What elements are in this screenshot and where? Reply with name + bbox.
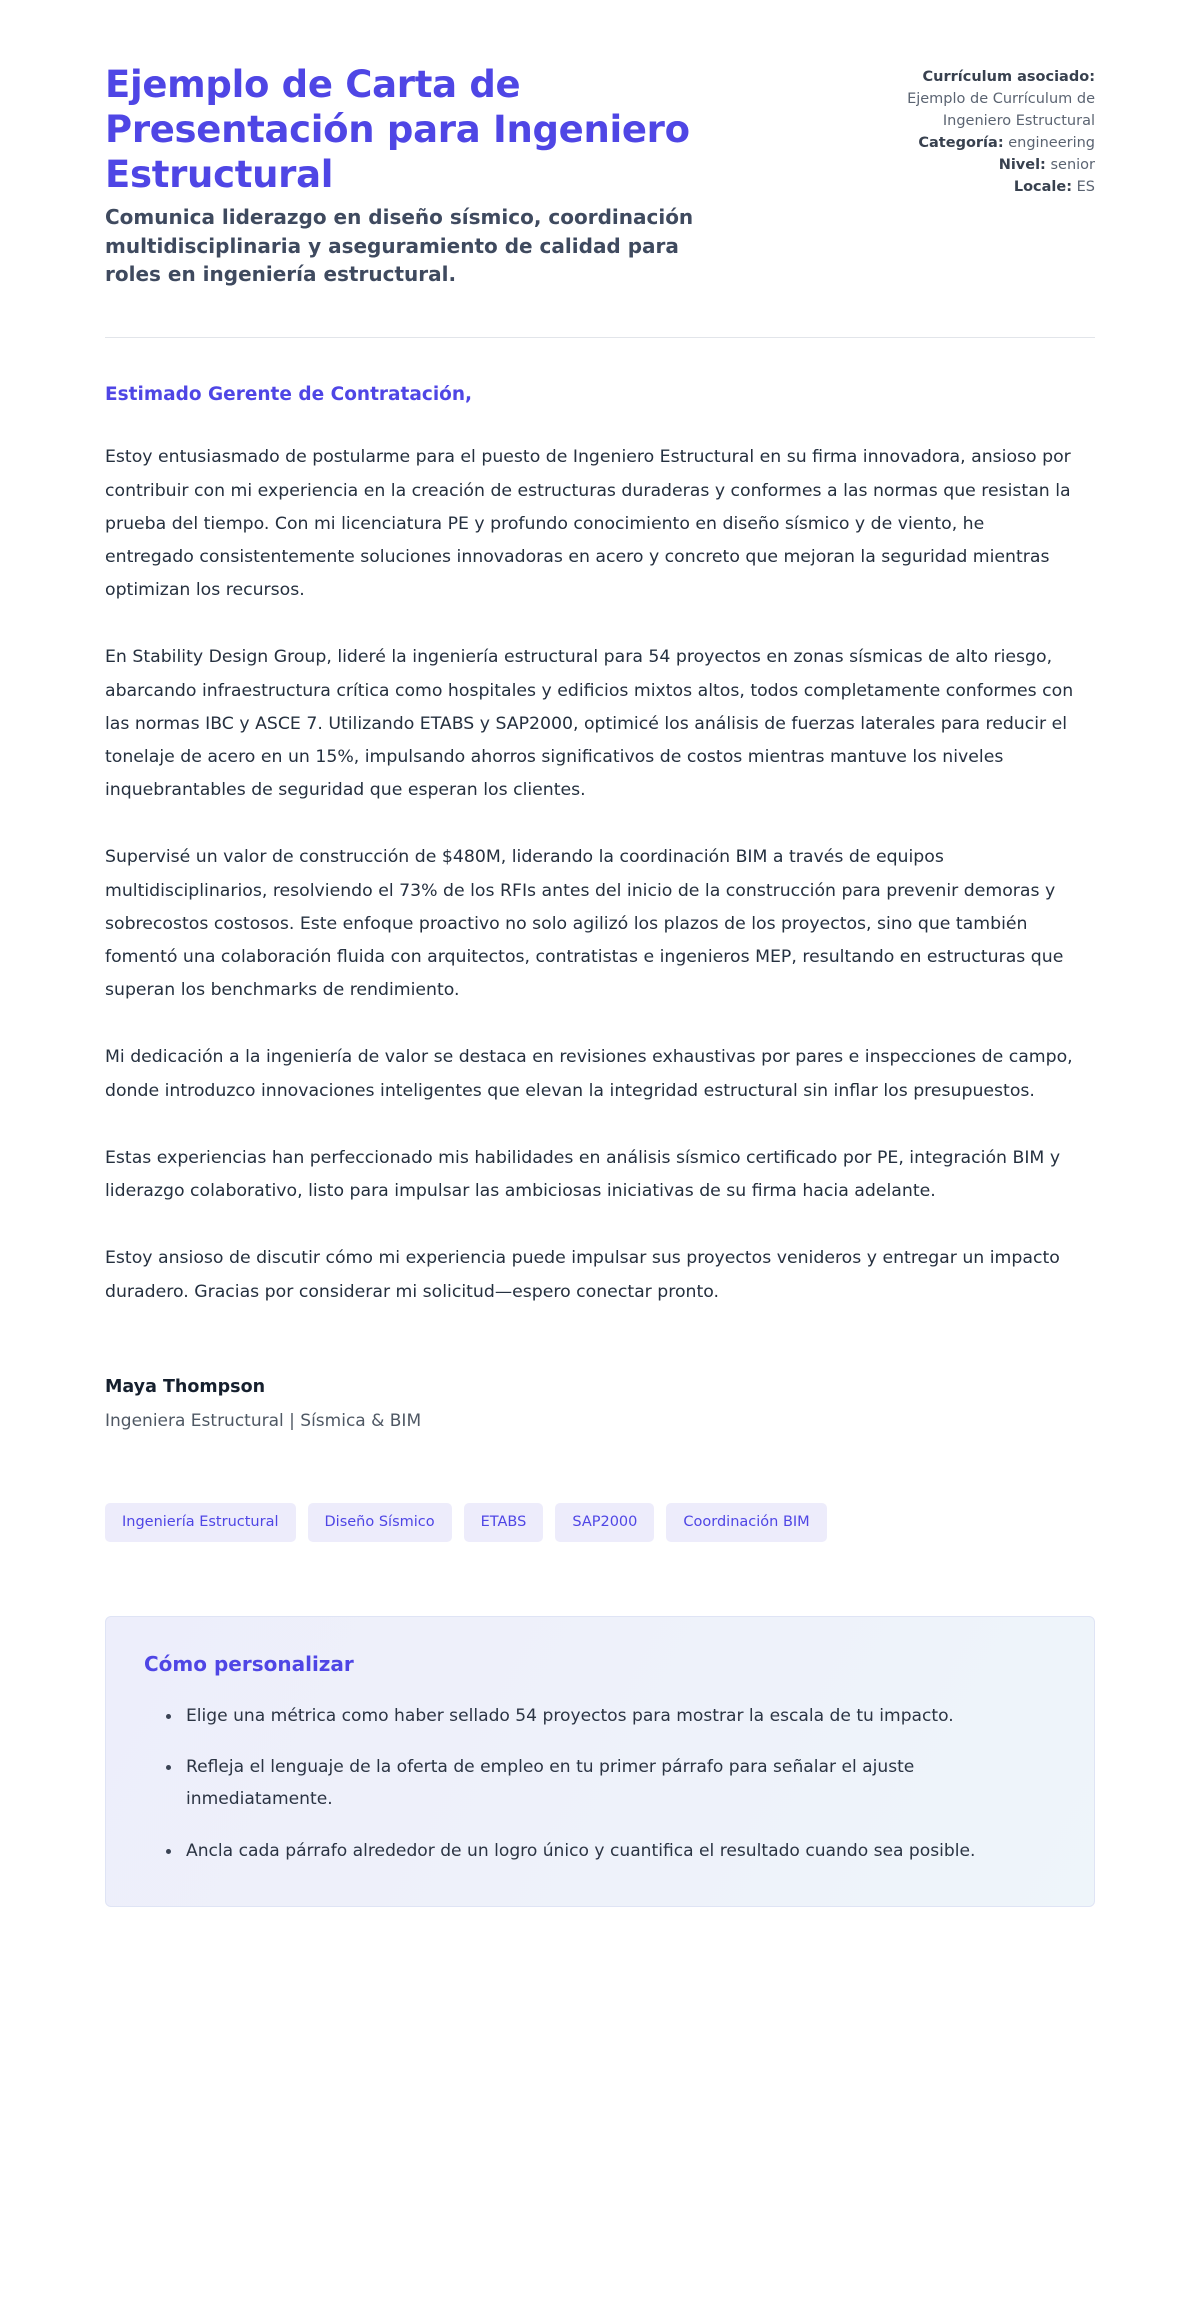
letter-paragraph: Estas experiencias han perfeccionado mis habilidades en análisis sísmico certificado por PE, integración BIM y liderazgo colaborativo, listo para impulsar las ambiciosas iniciativas de su firma hacia adelante. — [105, 1147, 1061, 1202]
cover-letter-body — [105, 338, 1095, 1437]
document-metadata — [835, 62, 1095, 198]
customization-callout — [105, 1616, 1095, 1907]
page-header — [105, 62, 1095, 289]
callout-list-item: Elige una métrica como haber sellado 54 proyectos para mostrar la escala de tu impacto. — [166, 1701, 1056, 1733]
category-row — [835, 132, 1095, 154]
category-label: Categoría: — [918, 135, 1004, 152]
callout-list-item: Refleja el lenguaje de la oferta de empleo en tu primer párrafo para señalar el ajuste inmediatamente. — [166, 1752, 1056, 1816]
tag-chip[interactable]: Coordinación BIM — [666, 1503, 826, 1542]
associated-resume-label: Currículum asociado: — [922, 69, 1095, 85]
level-row — [835, 154, 1095, 176]
signature-block — [105, 1373, 1095, 1437]
page-subtitle: Comunica liderazgo en diseño sísmico, coordinación multidisciplinaria y aseguramiento de calidad para roles en ingeniería estructural. — [105, 205, 694, 287]
callout-list-item: Ancla cada párrafo alrededor de un logro único y cuantifica el resultado cuando sea posible. — [166, 1836, 1056, 1868]
letter-paragraph: Mi dedicación a la ingeniería de valor se destaca en revisiones exhaustivas por pares e inspecciones de campo, donde introduzco innovaciones inteligentes que elevan la integridad estructural sin inflar los presupuestos. — [105, 1047, 1073, 1101]
callout-title: Cómo personalizar — [144, 1651, 354, 1676]
tag-list — [105, 1503, 1095, 1542]
signature-role: Ingeniera Estructural | Sísmica & BIM — [105, 1410, 422, 1431]
level-value: senior — [1050, 157, 1095, 174]
letter-paragraph: En Stability Design Group, lideré la ingeniería estructural para 54 proyectos en zonas sísmicas de alto riesgo, abarcando infraestructura crítica como hospitales y edificios mixtos altos, todos completamente conformes con las normas IBC y ASCE 7. Utilizando ETABS y SAP2000, optimicé los análisis de fuerzas laterales para reducir el tonelaje de acero en un 15%, impulsando ahorros significativos de costos mientras mantuve los niveles inquebrantables de seguridad que esperan los clientes. — [105, 647, 1074, 801]
tag-chip[interactable]: Diseño Sísmico — [308, 1503, 452, 1542]
letter-paragraph: Supervisé un valor de construcción de $480M, liderando la coordinación BIM a través de equipos multidisciplinarios, resolviendo el 73% de los RFIs antes del inicio de la construcción para prevenir demoras y sobrecostos costosos. Este enfoque proactivo no solo agilizó los plazos de los proyectos, sino que también fomentó una colaboración fluida con arquitectos, contratistas e ingenieros MEP, resultando en estructuras que superan los benchmarks de rendimiento. — [105, 847, 1064, 1001]
callout-list — [144, 1701, 1056, 1868]
locale-label: Locale: — [1013, 179, 1073, 196]
letter-paragraph: Estoy entusiasmado de postularme para el puesto de Ingeniero Estructural en su firma innovadora, ansioso por contribuir con mi experiencia en la creación de estructuras duraderas y conformes a las normas que resistan la prueba del tiempo. Con mi licenciatura PE y profundo conocimiento en diseño sísmico y de viento, he entregado consistentemente soluciones innovadoras en acero y concreto que mejoran la seguridad mientras optimizan los recursos. — [105, 447, 1071, 601]
letter-salutation: Estimado Gerente de Contratación, — [105, 383, 473, 405]
locale-row — [835, 176, 1095, 198]
tag-chip[interactable]: SAP2000 — [555, 1503, 654, 1542]
associated-resume-value: Ejemplo de Currículum de Ingeniero Estructural — [907, 91, 1095, 130]
associated-resume-row — [835, 66, 1095, 88]
locale-value: ES — [1076, 179, 1095, 196]
signature-name: Maya Thompson — [105, 1376, 266, 1397]
header-title-block — [105, 62, 725, 289]
level-label: Nivel: — [998, 157, 1046, 174]
category-value: engineering — [1008, 135, 1095, 152]
page-title: Ejemplo de Carta de Presentación para Ingeniero Estructural — [105, 63, 690, 197]
letter-paragraph: Estoy ansioso de discutir cómo mi experiencia puede impulsar sus proyectos venideros y entregar un impacto duradero. Gracias por considerar mi solicitud—espero conectar pronto. — [105, 1248, 1060, 1302]
tag-chip[interactable]: Ingeniería Estructural — [105, 1503, 296, 1542]
tag-chip[interactable]: ETABS — [464, 1503, 544, 1542]
